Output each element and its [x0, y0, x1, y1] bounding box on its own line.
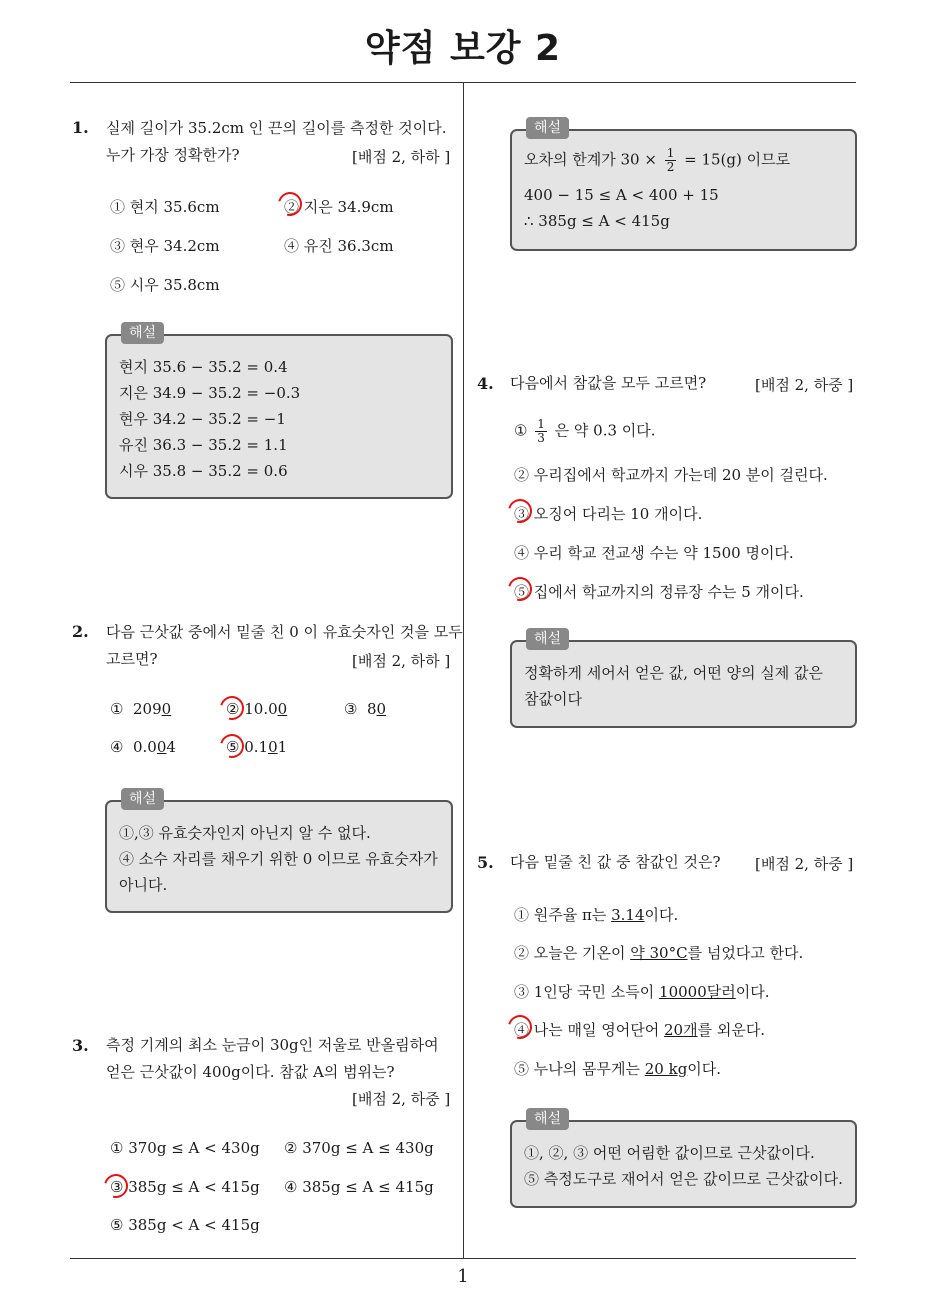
option-3[interactable]: ③ 오징어 다리는 10 개이다. [514, 505, 703, 523]
option-4[interactable]: ④ 나는 매일 영어단어 20개를 외운다. [514, 1021, 766, 1039]
solution-line: 현우 34.2 − 35.2 = −1 [119, 410, 286, 428]
score-label: [배점 2, 하하 ] [352, 148, 451, 166]
solution-line: ①,③ 유효숫자인지 아닌지 알 수 없다. [119, 824, 371, 842]
option-1[interactable]: ① 원주율 π는 3.14이다. [514, 906, 679, 924]
answer-mark [216, 692, 249, 725]
solution-tag: 해설 [121, 788, 164, 810]
option-2[interactable]: ② 우리집에서 학교까지 가는데 20 분이 걸린다. [514, 466, 828, 484]
solution-line: 오차의 한계가 30 × $\frac{1}{2}$ = 15(g) 이므로 [524, 146, 791, 174]
solution-box [510, 631, 857, 728]
option-4[interactable]: ④ 우리 학교 전교생 수는 약 1500 명이다. [514, 544, 794, 562]
option-1[interactable]: ① $\frac{1}{3}$ 은 약 0.3 이다. [514, 417, 656, 445]
solution-line: ∴ 385g ≤ A < 415g [524, 212, 670, 230]
option-5[interactable]: ⑤ 385g < A < 415g [110, 1216, 260, 1234]
solution-box [105, 791, 453, 913]
score-label: [배점 2, 하하 ] [352, 652, 451, 670]
option-5[interactable]: ⑤ 0.101 [226, 738, 288, 756]
solution-line: 400 − 15 ≤ A < 400 + 15 [524, 186, 719, 204]
answer-mark [216, 730, 249, 763]
option-3[interactable]: ③ 80 [344, 700, 387, 718]
option-3[interactable]: ③ 1인당 국민 소득이 10000달러이다. [514, 983, 770, 1001]
option-4[interactable]: ④ 유진 36.3cm [284, 237, 394, 255]
page-title: 약점 보강 2 [364, 28, 562, 69]
option-5[interactable]: ⑤ 집에서 학교까지의 정류장 수는 5 개이다. [514, 583, 804, 601]
option-1[interactable]: ① 현지 35.6cm [110, 198, 220, 216]
solution-line: 참값이다 [524, 690, 582, 708]
solution-tag: 해설 [121, 322, 164, 344]
score-label: [배점 2, 하중 ] [755, 855, 854, 873]
solution-tag: 해설 [526, 117, 569, 139]
option-4[interactable]: ④ 385g ≤ A ≤ 415g [284, 1178, 434, 1196]
solution-line: 지은 34.9 − 35.2 = −0.3 [119, 384, 301, 402]
solution-tag: 해설 [526, 628, 569, 650]
option-2[interactable]: ② 370g ≤ A ≤ 430g [284, 1139, 434, 1157]
option-2[interactable]: ② 10.00 [226, 700, 288, 718]
question-number: 3. [72, 1036, 89, 1055]
solution-box [510, 120, 857, 251]
option-5[interactable]: ⑤ 시우 35.8cm [110, 276, 220, 294]
solution-line: 시우 35.8 − 35.2 = 0.6 [119, 462, 288, 480]
solution-box [510, 1111, 857, 1208]
question-number: 4. [477, 374, 494, 393]
fraction: $\frac{1}{3}$ [537, 417, 545, 445]
question-text: 다음 밑줄 친 값 중 참값인 것은? [510, 853, 721, 871]
option-1[interactable]: ① 2090 [110, 700, 172, 718]
question-text: 실제 길이가 35.2cm 인 끈의 길이를 측정한 것이다. 누가 가장 정확한가? [106, 119, 447, 164]
bottom-rule [70, 1258, 856, 1259]
fraction: $\frac{1}{2}$ [666, 146, 675, 174]
score-label: [배점 2, 하중 ] [755, 376, 854, 394]
score-label: [배점 2, 하중 ] [352, 1090, 451, 1108]
solution-line: 현지 35.6 − 35.2 = 0.4 [119, 358, 288, 376]
question-text: 다음에서 참값을 모두 고르면? [510, 374, 707, 392]
option-4[interactable]: ④ 0.004 [110, 738, 176, 756]
question-number: 1. [72, 118, 89, 137]
page-number: 1 [457, 1266, 469, 1287]
column-divider [463, 83, 464, 1258]
answer-mark [100, 1170, 133, 1203]
solution-line: 아니다. [119, 876, 168, 894]
solution-line: ⑤ 측정도구로 재어서 얻은 값이므로 근삿값이다. [524, 1170, 843, 1188]
question-number: 2. [72, 622, 89, 641]
solution-line: 정확하게 세어서 얻은 값, 어떤 양의 실제 값은 [524, 664, 823, 682]
option-3[interactable]: ③ 현우 34.2cm [110, 237, 220, 255]
solution-box [105, 325, 453, 499]
solution-tag: 해설 [526, 1108, 569, 1130]
question-text: 측정 기계의 최소 눈금이 30g인 저울로 반올림하여 얻은 근삿값이 400g이다. 참값 A의 범위는? [106, 1036, 439, 1081]
solution-line: ①, ②, ③ 어떤 어림한 값이므로 근삿값이다. [524, 1144, 815, 1162]
option-2[interactable]: ② 지은 34.9cm [284, 198, 394, 216]
option-3[interactable]: ③ 385g ≤ A < 415g [110, 1178, 260, 1196]
option-1[interactable]: ① 370g ≤ A < 430g [110, 1139, 260, 1157]
question-number: 5. [477, 853, 494, 872]
option-5[interactable]: ⑤ 누나의 몸무게는 20 kg이다. [514, 1060, 722, 1078]
question-text: 다음 근삿값 중에서 밑줄 친 0 이 유효숫자인 것을 모두 고르면? [106, 623, 463, 668]
solution-line: 유진 36.3 − 35.2 = 1.1 [119, 436, 288, 454]
option-2[interactable]: ② 오늘은 기온이 약 30°C를 넘었다고 한다. [514, 944, 804, 962]
solution-line: ④ 소수 자리를 채우기 위한 0 이므로 유효숫자가 [119, 850, 438, 868]
